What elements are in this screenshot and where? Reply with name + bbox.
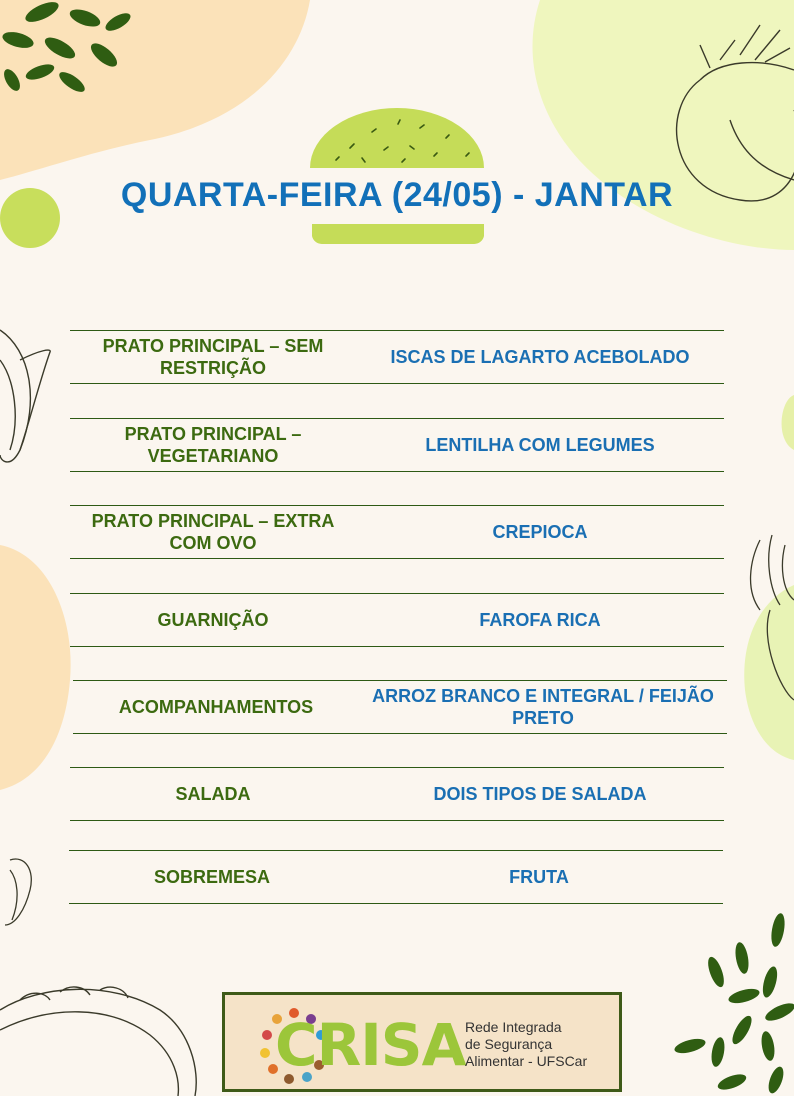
crisa-logo-box [222,992,622,1092]
menu-category: GUARNIÇÃO [157,610,269,630]
table-row [69,850,723,904]
menu-dish: ISCAS DE LAGARTO ACEBOLADO [390,347,690,367]
crisa-logo-subtitle [465,1019,615,1070]
menu-category: SOBREMESA [153,867,270,887]
table-row [70,593,724,647]
menu-category: PRATO PRINCIPAL – SEM RESTRIÇÃO [102,336,324,378]
menu-dish: LENTILHA COM LEGUMES [425,435,655,455]
logo-subtitle-line: de Segurança [465,1036,553,1052]
menu-dish: FRUTA [509,867,569,887]
menu-dish: ARROZ BRANCO E INTEGRAL / FEIJÃO PRETO [372,686,714,728]
menu-category: ACOMPANHAMENTOS [118,697,314,717]
table-row [70,767,724,821]
table-row [70,418,724,472]
menu-category: SALADA [175,784,251,804]
table-row [73,680,727,734]
menu-dish: FAROFA RICA [479,610,601,630]
menu-category: PRATO PRINCIPAL – VEGETARIANO [124,424,302,466]
logo-subtitle-line: Rede Integrada [465,1019,562,1035]
crisa-logo-name: CRISA [275,1011,466,1079]
menu-category: PRATO PRINCIPAL – EXTRA COM OVO [91,511,335,553]
table-row [70,505,724,559]
logo-subtitle-line: Alimentar - UFSCar [465,1053,588,1069]
menu-dish: CREPIOCA [492,522,588,542]
table-row [70,330,724,384]
menu-dish: DOIS TIPOS DE SALADA [433,784,647,804]
page-title: QUARTA-FEIRA (24/05) - JANTAR [120,176,674,214]
